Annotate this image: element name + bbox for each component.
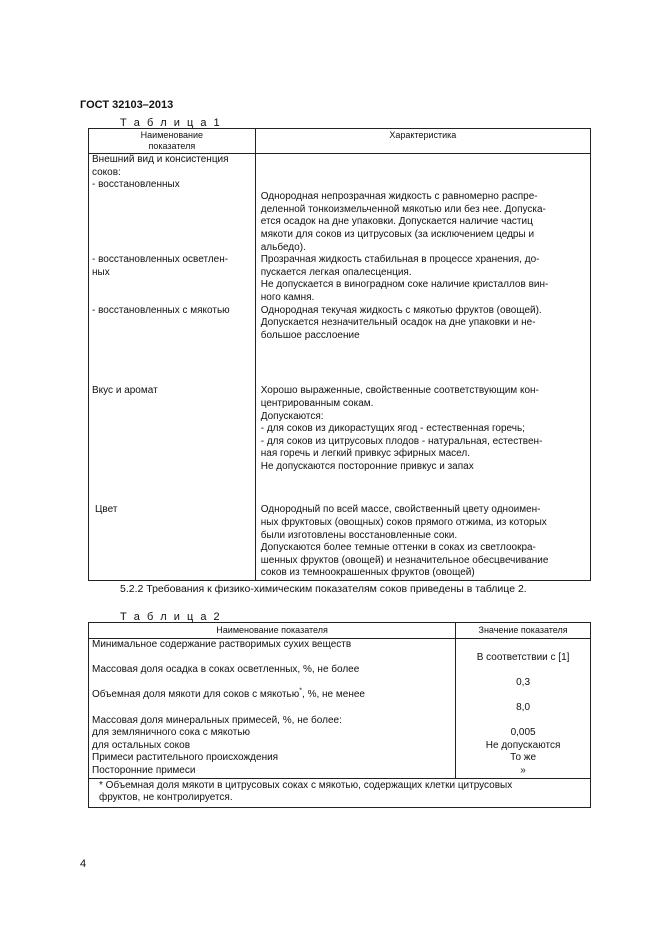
table1 xyxy=(88,128,591,581)
table2-name-cell: Минимальное содержание растворимых сухих веществ xyxy=(89,639,456,652)
table-row xyxy=(89,702,591,715)
desc-line: центрированным сокам. xyxy=(260,397,374,409)
table2-name-cell xyxy=(89,677,456,690)
table-row xyxy=(89,254,591,304)
desc-line: Хорошо выраженные, свойственные соответствующим кон- xyxy=(260,385,539,397)
table1-caption: Т а б л и ц а 1 xyxy=(120,117,222,129)
table-row xyxy=(89,179,591,254)
name-line: - восстановленных xyxy=(92,179,180,191)
desc-line: Однородная непрозрачная жидкость с равномерно распре- xyxy=(260,191,538,203)
desc-line: ная горечь и легкий привкус эфирных масел. xyxy=(260,448,470,460)
table2-value-cell xyxy=(456,689,591,702)
table1-name-cell xyxy=(89,154,256,180)
table2-footnote-row xyxy=(89,778,591,807)
desc-line: Не допускаются посторонние привкус и запах xyxy=(260,460,474,472)
desc-line: Однородный по всей массе, свойственный цвету одноимен- xyxy=(260,504,541,516)
table-row xyxy=(89,677,591,690)
name-line: Цвет xyxy=(95,504,118,516)
table1-desc-cell xyxy=(255,254,590,304)
table-row xyxy=(89,752,591,765)
table-row xyxy=(89,154,591,180)
name-line: - восстановленных с мякотью xyxy=(92,304,230,316)
table2-name-cell xyxy=(89,689,456,702)
desc-line: альбедо). xyxy=(260,241,306,253)
desc-line: - для соков из дикорастущих ягод - естественная горечь; xyxy=(260,423,525,435)
desc-line: ных фруктовых (овощных) соков прямого отжима, из которых xyxy=(260,517,547,529)
table-row xyxy=(89,305,591,386)
table2-col2-header: Значение показателя xyxy=(456,623,591,639)
name-line: соков: xyxy=(92,166,121,178)
desc-line: были изготовлены восстановленные соки. xyxy=(260,529,458,541)
table2-name-cell: для остальных соков xyxy=(89,740,456,753)
table-row xyxy=(89,639,591,652)
name-text: Объемная доля мякоти для соков с мякотью xyxy=(92,689,300,701)
table-row xyxy=(89,740,591,753)
table1-desc-cell xyxy=(255,504,590,580)
name-line: ных xyxy=(92,266,110,278)
table2-value-cell: 0,005 xyxy=(456,727,591,740)
table2-value-cell: Не допускаются xyxy=(456,740,591,753)
table2-footnote xyxy=(89,778,591,807)
desc-line: шенных фруктов (овощей) и незначительное обесцвечивание xyxy=(260,554,549,566)
table1-col2-header: Характеристика xyxy=(255,129,590,154)
table2-value-cell: » xyxy=(456,765,591,778)
page-number: 4 xyxy=(80,858,87,870)
table1-name-cell xyxy=(89,305,256,386)
table-row xyxy=(89,504,591,580)
desc-line: соков из темноокрашенных фруктов (овощей) xyxy=(260,567,475,579)
footnote-marker: * xyxy=(299,688,303,696)
table2-name-cell xyxy=(89,702,456,715)
table2-value-cell: В соответствии с [1] xyxy=(456,652,591,665)
desc-line: пускается легкая опалесценция. xyxy=(260,266,412,278)
table1-desc-cell xyxy=(255,154,590,180)
desc-line: Не допускается в виноградном соке наличие кристаллов вин- xyxy=(260,279,549,291)
table1-col1-header xyxy=(89,129,256,154)
desc-line: Допускаются более темные оттенки в соках из светлоокра- xyxy=(260,542,536,554)
desc-line: большое расслоение xyxy=(260,329,360,341)
table-row xyxy=(89,715,591,728)
desc-line: ется осадок на дне упаковки. Допускается наличие частиц xyxy=(260,216,533,228)
desc-line: мякоти для соков из цитрусовых (за исключением цедры и xyxy=(260,228,535,240)
table1-name-cell xyxy=(89,504,256,580)
document-header: ГОСТ 32103–2013 xyxy=(80,99,174,111)
name-line: Вкус и аромат xyxy=(92,385,158,397)
table1-desc-cell xyxy=(255,385,590,504)
footnote-line: * Объемная доля мякоти в цитрусовых соках с мякотью, содержащих клетки цитрусовых xyxy=(99,779,513,791)
name-text: , %, не менее xyxy=(302,689,365,701)
desc-line: Допускается незначительный осадок на дне упаковки и не- xyxy=(260,317,536,329)
table2-value-cell: 0,3 xyxy=(456,677,591,690)
desc-line: Прозрачная жидкость стабильная в процессе хранения, до- xyxy=(260,254,540,266)
desc-line: Допускаются: xyxy=(260,410,324,422)
table1-name-cell xyxy=(89,254,256,304)
table2-caption: Т а б л и ц а 2 xyxy=(120,611,222,623)
table2-value-cell xyxy=(456,639,591,652)
table1-name-cell xyxy=(89,385,256,504)
table2-value-cell: 8,0 xyxy=(456,702,591,715)
table2-name-cell: Посторонние примеси xyxy=(89,765,456,778)
table-row xyxy=(89,765,591,778)
table2-name-cell: Массовая доля минеральных примесей, %, не более: xyxy=(89,715,456,728)
table-row xyxy=(89,727,591,740)
name-line: Внешний вид и консистенция xyxy=(92,154,229,165)
desc-line: Однородная текучая жидкость с мякотью фруктов (овощей). xyxy=(260,304,542,316)
table2-name-cell: Массовая доля осадка в соках осветленных, %, не более xyxy=(89,664,456,677)
table2-name-cell xyxy=(89,652,456,665)
table1-desc-cell xyxy=(255,179,590,254)
table2-name-cell: для земляничного сока с мякотью xyxy=(89,727,456,740)
table-row xyxy=(89,385,591,504)
table2-name-cell: Примеси растительного происхождения xyxy=(89,752,456,765)
footnote-line: фруктов, не контролируется. xyxy=(99,792,233,804)
table1-name-cell xyxy=(89,179,256,254)
table2-value-cell xyxy=(456,715,591,728)
desc-line: деленной тонкоизмельченной мякотью или без нее. Допуска- xyxy=(260,203,546,215)
desc-line: - для соков из цитрусовых плодов - натуральная, естествен- xyxy=(260,435,543,447)
desc-line: ного камня. xyxy=(260,291,315,303)
table1-col1-header-line1: Наименование xyxy=(140,130,204,140)
table-row xyxy=(89,652,591,665)
table2-value-cell xyxy=(456,664,591,677)
table-row xyxy=(89,689,591,702)
table2 xyxy=(88,622,591,808)
name-line: - восстановленных осветлен- xyxy=(92,254,229,266)
table1-col1-header-line2: показателя xyxy=(148,141,196,151)
table1-desc-cell xyxy=(255,305,590,386)
table2-col1-header: Наименование показателя xyxy=(89,623,456,639)
table-row xyxy=(89,664,591,677)
table2-value-cell: То же xyxy=(456,752,591,765)
paragraph-5-2-2: 5.2.2 Требования к физико-химическим показателям соков приведены в таблице 2. xyxy=(120,583,527,595)
